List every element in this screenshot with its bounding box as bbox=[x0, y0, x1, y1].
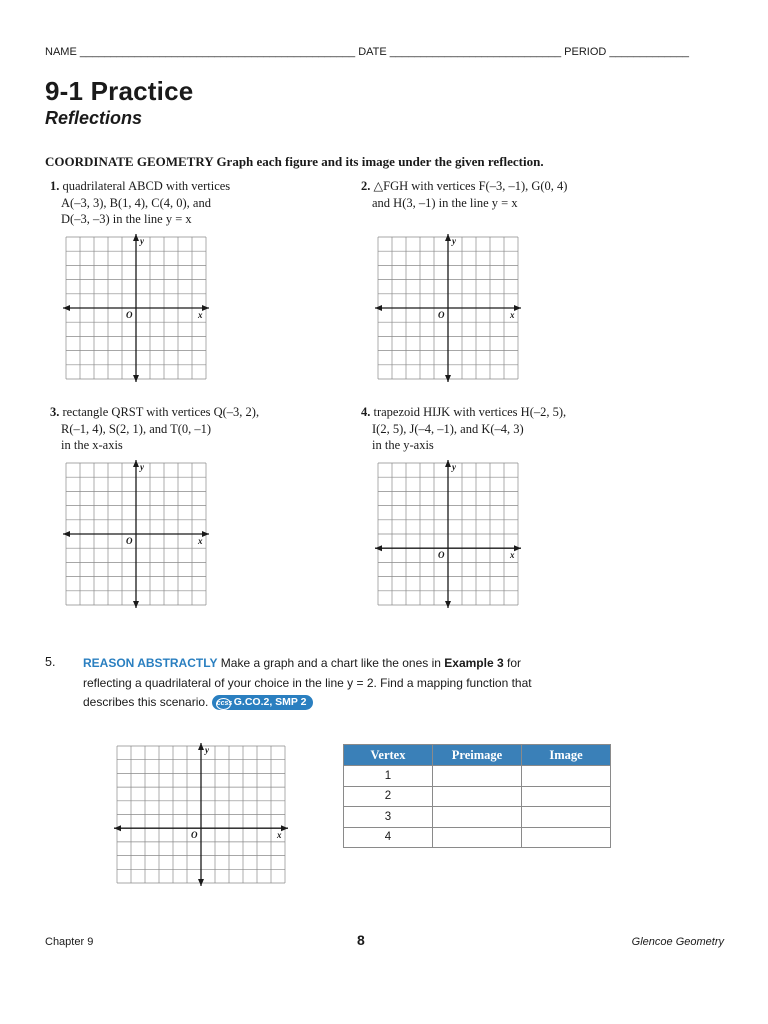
vertex-cell: 3 bbox=[344, 807, 433, 828]
column-header-preimage: Preimage bbox=[433, 745, 522, 766]
problem-text-line: trapezoid HIJK with vertices H(–2, 5), bbox=[373, 405, 567, 419]
problem-text-line: in the x-axis bbox=[61, 438, 123, 452]
problem-number: 1. bbox=[50, 179, 60, 193]
x-axis-label: x bbox=[198, 536, 203, 546]
vertex-cell: 2 bbox=[344, 786, 433, 807]
origin-label: O bbox=[191, 830, 198, 841]
problem-5-text-part: Make a graph and a chart like the ones in bbox=[217, 656, 445, 670]
coordinate-grid-2[interactable] bbox=[374, 233, 522, 383]
page-title: 9-1 Practice bbox=[45, 76, 194, 106]
problem-1 bbox=[50, 178, 230, 228]
standards-label: G.CO.2, SMP 2 bbox=[233, 696, 307, 708]
image-cell[interactable] bbox=[522, 766, 611, 787]
table-row bbox=[344, 807, 611, 828]
problem-3 bbox=[50, 404, 259, 454]
preimage-cell[interactable] bbox=[433, 827, 522, 848]
y-axis-arrow-down bbox=[133, 601, 139, 608]
x-axis-arrow-right bbox=[281, 825, 288, 831]
y-axis-arrow-up bbox=[198, 743, 204, 750]
problem-5-text bbox=[83, 654, 553, 713]
vertex-cell: 1 bbox=[344, 766, 433, 787]
coordinate-grid-5[interactable] bbox=[113, 742, 289, 887]
instructions: COORDINATE GEOMETRY Graph each figure and its image under the given reflection. bbox=[45, 154, 544, 169]
table-header-row bbox=[344, 745, 611, 766]
problem-number: 2. bbox=[361, 179, 371, 193]
x-axis-label: x bbox=[198, 310, 203, 320]
x-axis-label: x bbox=[510, 310, 515, 320]
y-axis-label: y bbox=[452, 462, 456, 472]
preimage-cell[interactable] bbox=[433, 766, 522, 787]
image-cell[interactable] bbox=[522, 807, 611, 828]
ccss-icon: ccss bbox=[216, 698, 231, 710]
x-axis-arrow-right bbox=[514, 545, 521, 551]
y-axis-label: y bbox=[452, 236, 456, 246]
problem-text-line: R(–1, 4), S(2, 1), and T(0, –1) bbox=[61, 421, 212, 436]
page-subtitle: Reflections bbox=[45, 108, 143, 128]
date-label: DATE bbox=[358, 46, 387, 58]
image-cell[interactable] bbox=[522, 786, 611, 807]
x-axis-arrow-right bbox=[202, 531, 209, 537]
x-axis-arrow-left bbox=[114, 825, 121, 831]
y-axis-arrow-up bbox=[445, 460, 451, 467]
coordinate-grid-3[interactable] bbox=[62, 459, 210, 609]
example-reference: Example 3 bbox=[444, 656, 504, 670]
x-axis-arrow-right bbox=[202, 305, 209, 311]
column-header-vertex: Vertex bbox=[344, 745, 433, 766]
origin-label: O bbox=[126, 310, 133, 320]
coordinate-grid-4[interactable] bbox=[374, 459, 522, 609]
footer-book-title: Glencoe Geometry bbox=[631, 936, 724, 948]
y-axis-arrow-down bbox=[133, 375, 139, 382]
column-header-image: Image bbox=[522, 745, 611, 766]
problem-text-line: rectangle QRST with vertices Q(–3, 2), bbox=[62, 405, 260, 419]
x-axis-arrow-right bbox=[514, 305, 521, 311]
reason-abstractly-label: REASON ABSTRACTLY bbox=[83, 656, 218, 670]
problem-text-line: and H(3, –1) in the line y = x bbox=[372, 195, 518, 210]
origin-label: O bbox=[438, 310, 445, 320]
preimage-cell[interactable] bbox=[433, 786, 522, 807]
y-axis-arrow-up bbox=[445, 234, 451, 241]
x-axis-arrow-left bbox=[375, 545, 382, 551]
image-cell[interactable] bbox=[522, 827, 611, 848]
x-axis-arrow-left bbox=[375, 305, 382, 311]
y-axis-label: y bbox=[140, 462, 144, 472]
date-field[interactable]: ____________________________ bbox=[389, 46, 562, 58]
y-axis-arrow-down bbox=[198, 879, 204, 886]
problem-2 bbox=[361, 178, 567, 211]
name-label: NAME bbox=[45, 46, 77, 58]
preimage-cell[interactable] bbox=[433, 807, 522, 828]
coordinate-grid-1[interactable] bbox=[62, 233, 210, 383]
problem-text-line: I(2, 5), J(–4, –1), and K(–4, 3) bbox=[372, 421, 524, 436]
table-row bbox=[344, 827, 611, 848]
table-row bbox=[344, 766, 611, 787]
y-axis-arrow-down bbox=[445, 601, 451, 608]
x-axis-label: x bbox=[277, 830, 282, 841]
problem-text-line: D(–3, –3) in the line y = x bbox=[61, 212, 192, 226]
ccss-standards-badge bbox=[212, 695, 314, 710]
name-field[interactable]: _____________________________________________ bbox=[79, 46, 356, 58]
period-label: PERIOD bbox=[564, 46, 607, 58]
y-axis-label: y bbox=[140, 236, 144, 246]
problem-number: 3. bbox=[50, 405, 60, 419]
problem-4 bbox=[361, 404, 566, 454]
vertex-cell: 4 bbox=[344, 827, 433, 848]
y-axis-arrow-up bbox=[133, 234, 139, 241]
origin-label: O bbox=[126, 536, 133, 546]
y-axis-label: y bbox=[205, 745, 209, 755]
problem-text-line: in the y-axis bbox=[372, 438, 434, 452]
footer-page-number: 8 bbox=[357, 932, 365, 948]
problem-text-line: quadrilateral ABCD with vertices bbox=[62, 179, 231, 193]
problem-5-text-part: for reflecting a quadrilateral of your choice in the line y = 2. Find a mapping function that describes this scenario. bbox=[83, 656, 532, 709]
student-info-line bbox=[45, 46, 689, 58]
footer-chapter: Chapter 9 bbox=[45, 936, 94, 948]
table-row bbox=[344, 786, 611, 807]
y-axis-arrow-up bbox=[133, 460, 139, 467]
period-field[interactable]: _____________ bbox=[609, 46, 689, 58]
problem-5-number: 5. bbox=[45, 655, 56, 669]
origin-label: O bbox=[438, 550, 445, 561]
x-axis-arrow-left bbox=[63, 305, 70, 311]
problem-number: 4. bbox=[361, 405, 371, 419]
y-axis-arrow-down bbox=[445, 375, 451, 382]
problem-text-line: △FGH with vertices F(–3, –1), G(0, 4) bbox=[373, 179, 568, 193]
x-axis-arrow-left bbox=[63, 531, 70, 537]
x-axis-label: x bbox=[510, 550, 515, 561]
problem-text-line: A(–3, 3), B(1, 4), C(4, 0), and bbox=[61, 195, 211, 210]
vertex-table bbox=[343, 744, 611, 848]
